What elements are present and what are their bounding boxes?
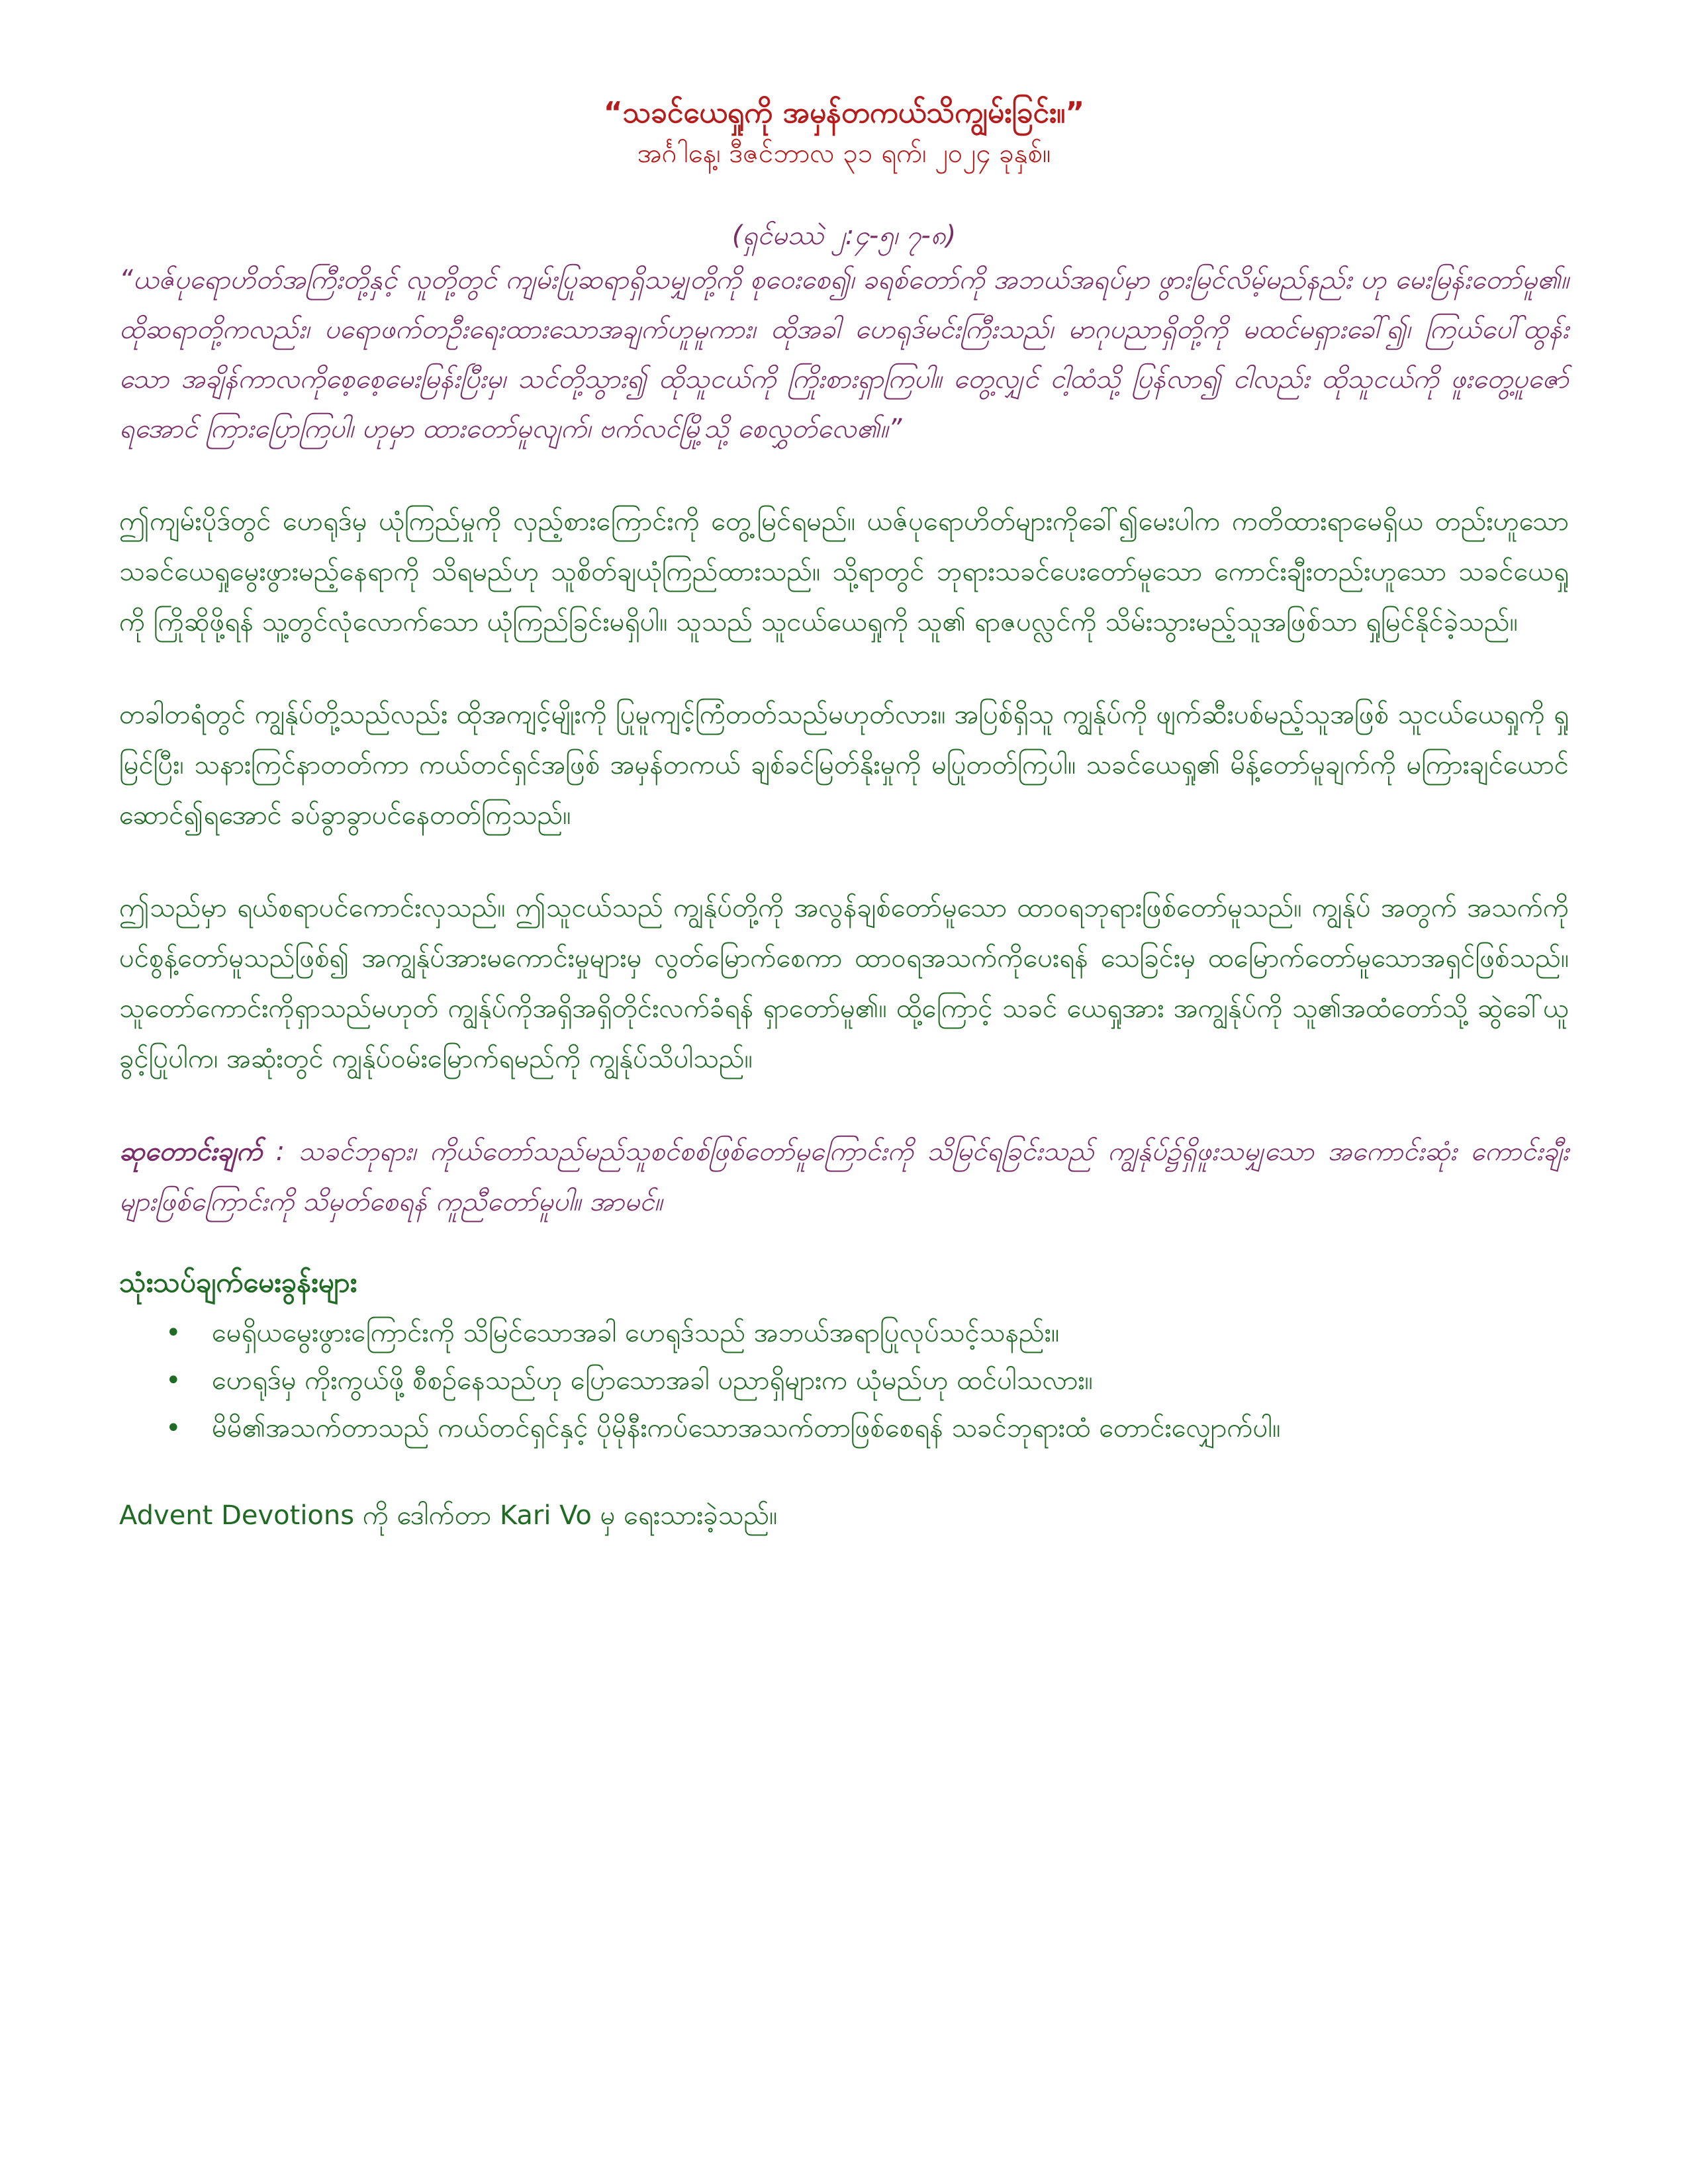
bullet-icon: • <box>165 1413 181 1443</box>
question-text: မိမိ၏အသက်တာသည် ကယ်တင်ရှင်နှင့် ပိုမိုနီးကပ်သောအသက်တာဖြစ်စေရန် သခင်ဘုရားထံ တောင်းလျှောက်ပါ။ <box>212 1413 1281 1443</box>
scripture-text: “ယဇ်ပုရောဟိတ်အကြီးတို့နှင့် လူတို့တွင် ကျမ်းပြုဆရာရှိသမျှတို့ကို စုဝေးစေ၍၊ ခရစ်တော်ကို အဘယ်အရပ်မှာ ဖွားမြင်လိမ့်မည်နည်း ဟု မေးမြန်းတော်မူ၏။ ထိုဆရာတို့ကလည်း၊ ပရောဖက်တဦးရေးထားသောအချက်ဟူမူကား၊ ထိုအခါ ဟေရုဒ်မင်းကြီးသည်၊ မာဂုပညာရှိတို့ကို မထင်မရှားခေါ်၍၊ ကြယ်ပေါ်ထွန်းသော အချိန်ကာလကိုစေ့စေ့မေးမြန်းပြီးမှ၊ သင်တို့သွား၍ ထိုသူငယ်ကို ကြိုးစားရှာကြပါ။ တွေ့လျှင် ငါ့ထံသို့ ပြန်လာ၍ ငါလည်း ထိုသူငယ်ကို ဖူးတွေ့ပူဇော်ရအောင် ကြားပြောကြပါ၊ ဟုမှာ ထားတော်မူလျက်၊ ဗက်လင်မြို့သို့ စေလွှတ်လေ၏။” <box>119 265 1569 444</box>
page-date: အင်္ဂါနေ့၊ ဒီဇင်ဘာလ ၃၁ ရက်၊ ၂၀၂၄ ခုနှစ်။ <box>637 138 1051 169</box>
questions-heading: သုံးသပ်ချက်မေးခွန်းများ <box>119 1266 357 1298</box>
author-credit: Advent Devotions ကို ဒေါက်တာ Kari Vo မှ ရေးသားခဲ့သည်။ <box>119 1500 778 1531</box>
list-item <box>165 1404 1569 1452</box>
questions-list <box>119 1309 1569 1452</box>
page-title: “သခင်ယေရှုကို အမှန်တကယ်သိကျွမ်းခြင်း။” <box>603 96 1085 130</box>
scripture-reference: (ရှင်မဿဲ ၂:၄-၅၊ ၇-၈) <box>731 220 957 251</box>
bullet-icon: • <box>165 1365 181 1396</box>
devotion-page <box>119 93 1569 1537</box>
prayer-text: : သခင်ဘုရား၊ ကိုယ်တော်သည်မည်သူစင်စစ်ဖြစ်တော်မူကြောင်းကို သိမြင်ရခြင်းသည် ကျွန်ုပ်၌ရှိဖူးသမျှသော အကောင်းဆုံး ကောင်းချီးများဖြစ်ကြောင်းကို သိမှတ်စေရန် ကူညီတော်မူပါ။ အာမင်။ <box>119 1136 1569 1217</box>
list-item <box>165 1357 1569 1404</box>
prayer-label: ဆုတောင်းချက် <box>119 1136 263 1167</box>
question-text: မေရှိယမွေးဖွားကြောင်းကို သိမြင်သောအခါ ဟေရုဒ်သည် အဘယ်အရာပြုလုပ်သင့်သနည်း။ <box>212 1318 1060 1348</box>
list-item <box>165 1309 1569 1357</box>
bullet-icon: • <box>165 1318 181 1348</box>
body-paragraph: ဤကျမ်းပိုဒ်တွင် ဟေရုဒ်မှ ယုံကြည်မှုကို လှည့်စားကြောင်းကို တွေ့မြင်ရမည်။ ယဇ်ပုရောဟိတ်များကိုခေါ်၍မေးပါက ကတိထားရာမေရှိယ တည်းဟူသော သခင်ယေရှုမွေးဖွားမည့်နေရာကို သိရမည်ဟု သူစိတ်ချယုံကြည်ထားသည်။ သို့ရာတွင် ဘုရားသခင်ပေးတော်မူသော ကောင်းချီးတည်းဟူသော သခင်ယေရှုကို ကြိုဆိုဖို့ရန် သူ့တွင်လုံလောက်သော ယုံကြည်ခြင်းမရှိပါ။ သူသည် သူငယ်ယေရှုကို သူ၏ ရာဇပလ္လင်ကို သိမ်းသွားမည့်သူအဖြစ်သာ ရှုမြင်နိုင်ခဲ့သည်။ <box>119 506 1569 637</box>
prayer-section <box>119 1126 1569 1227</box>
question-text: ဟေရုဒ်မှ ကိုးကွယ်ဖို့ စီစဉ်နေသည်ဟု ပြောသောအခါ ပညာရှိများက ယုံမည်ဟု ထင်ပါသလား။ <box>212 1365 1093 1396</box>
body-paragraph: ဤသည်မှာ ရယ်စရာပင်ကောင်းလှသည်။ ဤသူငယ်သည် ကျွန်ုပ်တို့ကို အလွန်ချစ်တော်မူသော ထာဝရဘုရားဖြစ်တော်မူသည်။ ကျွန်ုပ် အတွက် အသက်ကိုပင်စွန့်တော်မူသည်ဖြစ်၍ အကျွန်ုပ်အားမကောင်းမှုများမှ လွတ်မြောက်စေကာ ထာဝရအသက်ကိုပေးရန် သေခြင်းမှ ထမြောက်တော်မူသောအရှင်ဖြစ်သည်။ သူတော်ကောင်းကိုရှာသည်မဟုတ် ကျွန်ုပ်ကိုအရှိအရှိတိုင်းလက်ခံရန် ရှာတော်မူ၏။ ထို့ကြောင့် သခင် ယေရှုအား အကျွန်ုပ်ကို သူ၏အထံတော်သို့ ဆွဲခေါ်ယူခွင့်ပြုပါက၊ အဆုံးတွင် ကျွန်ုပ်ဝမ်းမြောက်ရမည်ကို ကျွန်ုပ်သိပါသည်။ <box>119 893 1569 1074</box>
body-paragraph: တခါတရံတွင် ကျွန်ုပ်တို့သည်လည်း ထိုအကျင့်မျိုးကို ပြုမူကျင့်ကြံတတ်သည်မဟုတ်လား။ အပြစ်ရှိသူ ကျွန်ုပ်ကို ဖျက်ဆီးပစ်မည့်သူအဖြစ် သူငယ်ယေရှုကို ရှုမြင်ပြီး၊ သနားကြင်နာတတ်ကာ ကယ်တင်ရှင်အဖြစ် အမှန်တကယ် ချစ်ခင်မြတ်နိုးမှုကို မပြုတတ်ကြပါ။ သခင်ယေရှု၏ မိန့်တော်မူချက်ကို မကြားချင်ယောင်ဆောင်၍ရအောင် ခပ်ခွာခွာပင်နေတတ်ကြသည်။ <box>119 700 1569 831</box>
